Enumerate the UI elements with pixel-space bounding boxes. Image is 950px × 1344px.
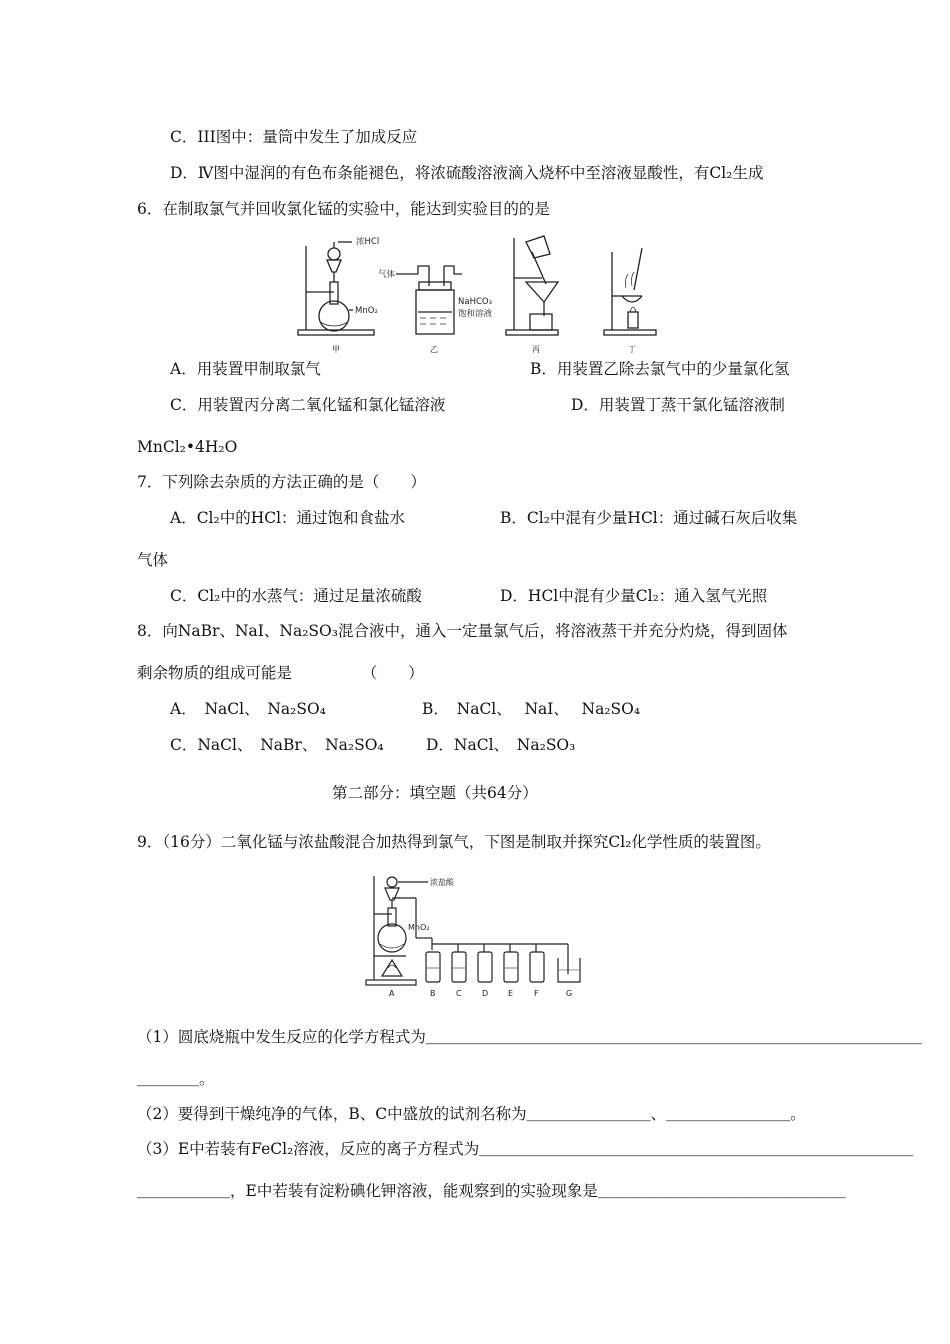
q9-fig-label-c: C: [456, 989, 462, 998]
q9-part-3: （3）E中若装有FeCl₂溶液，反应的离子方程式为＿＿＿＿＿＿＿＿＿＿＿＿＿＿＿＿＿＿＿＿＿＿＿＿＿＿＿＿: [137, 1140, 914, 1158]
q6-option-b: B．用装置乙除去氯气中的少量氯化氢: [530, 360, 790, 378]
q8-stem: 8．向NaBr、NaI、Na₂SO₃混合液中，通入一定量氯气后，将溶液蒸干并充分灼烧，得到固体: [137, 622, 788, 640]
q9-apparatus-figure: [362, 868, 594, 1000]
q9-part-1: （1）圆底烧瓶中发生反应的化学方程式为＿＿＿＿＿＿＿＿＿＿＿＿＿＿＿＿＿＿＿＿＿＿＿＿＿＿＿＿＿＿＿＿: [137, 1028, 922, 1046]
q6-option-d: D．用装置丁蒸干氯化锰溶液制: [571, 396, 785, 414]
q8-option-b: B． NaCl、 NaI、 Na₂SO₄: [422, 700, 641, 718]
q8-option-a: A． NaCl、 Na₂SO₄: [170, 700, 326, 718]
q9-fig-label-g: G: [566, 989, 573, 998]
q9-fig-label-b: B: [430, 989, 436, 998]
q9-fig-solid: MnO₂: [408, 923, 430, 932]
q9-fig-label-f: F: [534, 989, 539, 998]
q9-fig-label-a: A: [389, 989, 395, 998]
q7-stem: 7．下列除去杂质的方法正确的是（ ）: [137, 473, 426, 491]
q6-option-d-cont: MnCl₂•4H₂O: [137, 438, 238, 456]
q8-option-c: C．NaCl、 NaBr、 Na₂SO₄: [170, 736, 384, 754]
q9-stem: 9．（16分）二氧化锰与浓盐酸混合加热得到氯气，下图是制取并探究Cl₂化学性质的装置图。: [137, 833, 771, 851]
q8-option-d: D．NaCl、 Na₂SO₃: [426, 736, 576, 754]
q9-part-1-cont: ＿＿＿＿。: [137, 1070, 215, 1088]
q6-option-a: A．用装置甲制取氯气: [170, 360, 321, 378]
q6-fig-label-bing: 丙: [532, 345, 540, 354]
q5-option-d: D．Ⅳ图中湿润的有色布条能褪色，将浓硫酸溶液滴入烧杯中至溶液显酸性，有Cl₂生成: [170, 164, 764, 182]
q6-fig-label-jia: 甲: [332, 345, 340, 354]
q9-fig-label-e: E: [508, 989, 514, 998]
q5-option-c: C．III图中：量筒中发生了加成反应: [170, 128, 418, 146]
q6-fig-yi-reagent-1: NaHCO₃: [458, 297, 492, 307]
q6-fig-label-yi: 乙: [430, 345, 438, 354]
q7-option-b-cont: 气体: [137, 551, 169, 569]
section-2-title: 第二部分：填空题（共64分）: [332, 784, 538, 802]
q7-option-b: B．Cl₂中混有少量HCl：通过碱石灰后收集: [500, 509, 798, 527]
q6-fig-label-ding: 丁: [628, 345, 636, 354]
q9-part-2: （2）要得到干燥纯净的气体，B、C中盛放的试剂名称为＿＿＿＿＿＿＿＿、＿＿＿＿＿＿＿＿。: [137, 1105, 806, 1123]
q9-fig-label-d: D: [482, 989, 489, 998]
q6-option-c: C．用装置丙分离二氧化锰和氯化锰溶液: [170, 396, 446, 414]
q9-fig-acid: 浓盐酸: [430, 878, 454, 887]
q8-stem-cont: 剩余物质的组成可能是 （ ）: [137, 664, 424, 682]
q6-apparatus-figure: [294, 230, 664, 358]
q9-part-3-cont: ＿＿＿＿＿＿，E中若装有淀粉碘化钾溶液，能观察到的实验现象是＿＿＿＿＿＿＿＿＿＿＿＿＿＿＿＿: [137, 1182, 846, 1200]
q6-fig-jia-reagent: 浓HCl: [356, 237, 380, 247]
q6-fig-jia-solid: MnO₂: [355, 306, 378, 316]
q6-stem: 6．在制取氯气并回收氯化锰的实验中，能达到实验目的的是: [137, 200, 550, 218]
q7-option-a: A．Cl₂中的HCl：通过饱和食盐水: [170, 509, 406, 527]
q7-option-c: C．Cl₂中的水蒸气：通过足量浓硫酸: [170, 587, 422, 605]
q6-fig-yi-gas: 气体: [378, 270, 396, 280]
q7-option-d: D．HCl中混有少量Cl₂：通入氢气光照: [500, 587, 768, 605]
q6-fig-yi-reagent-2: 饱和溶液: [458, 309, 493, 319]
